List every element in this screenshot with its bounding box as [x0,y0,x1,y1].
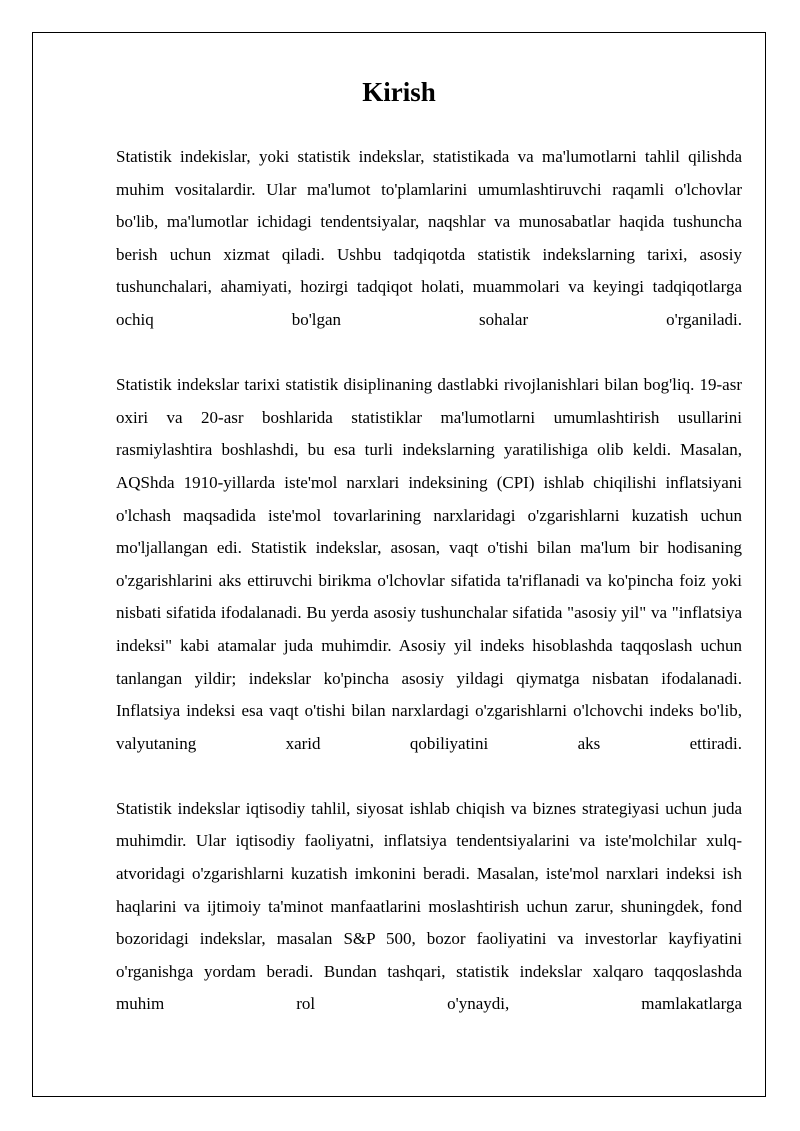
paragraph-history: Statistik indekslar tarixi statistik disiplinaning dastlabki rivojlanishlari bilan bog'liq. 19-asr oxiri va 20-asr boshlarida statistiklar ma'lumotlarni umumlashtirish usullarini rasmiylashtira boshlashdi, bu esa turli indekslarning yaratilishiga olib keldi. Masalan, AQShda 1910-yillarda iste'mol narxlari indeksining (CPI) ishlab chiqilishi inflatsiyani o'lchash maqsadida iste'mol tovarlarining narxlaridagi o'zgarishlarni kuzatish uchun mo'ljallangan edi. Statistik indekslar, asosan, vaqt o'tishi bilan ma'lum bir hodisaning o'zgarishlarini aks ettiruvchi birikma o'lchovlar sifatida ta'riflanadi va ko'pincha foiz yoki nisbati sifatida ifodalanadi. Bu yerda asosiy tushunchalar sifatida "asosiy yil" va "inflatsiya indeksi" kabi atamalar juda muhimdir. Asosiy yil indeks hisoblashda taqqoslash uchun tanlangan yildir; indekslar ko'pincha asosiy yildagi qiymatga nisbatan ifodalanadi. Inflatsiya indeksi esa vaqt o'tishi bilan narxlardagi o'zgarishlarni o'lchovchi indeks bo'lib, valyutaning xarid qobiliyatini aks ettiradi. [116,375,742,753]
paragraph-importance: Statistik indekslar iqtisodiy tahlil, siyosat ishlab chiqish va biznes strategiyasi uchun juda muhimdir. Ular iqtisodiy faoliyatni, inflatsiya tendentsiyalarini va iste'molchilar xulq-atvoridagi o'zgarishlarni kuzatish imkonini beradi. Masalan, iste'mol narxlari indeksi ish haqlarini va ijtimoiy ta'minot manfaatlarini moslashtirish uchun zarur, shuningdek, fond bozoridagi indekslar, masalan S&P 500, bozor faoliyatini va investorlar kayfiyatini o'rganishga yordam beradi. Bundan tashqari, statistik indekslar xalqaro taqqoslashda muhim rol o'ynaydi, mamlakatlarga [116,798,742,1014]
paragraph-intro: Statistik indekislar, yoki statistik indekslar, statistikada va ma'lumotlarni tahlil qilishda muhim vositalardir. Ular ma'lumot to'plamlarini umumlashtiruvchi raqamli o'lchovlar bo'lib, ma'lumotlar ichidagi tendentsiyalar, naqshlar va munosabatlar haqida tushuncha berish uchun xizmat qiladi. Ushbu tadqiqotda statistik indekslarning tarixi, asosiy tushunchalari, ahamiyati, hozirgi tadqiqot holati, muammolari va keyingi tadqiqotlarga ochiq bo'lgan sohalar o'rganiladi. [116,147,742,329]
document-body [116,141,742,1021]
page-title: Kirish [362,77,436,107]
